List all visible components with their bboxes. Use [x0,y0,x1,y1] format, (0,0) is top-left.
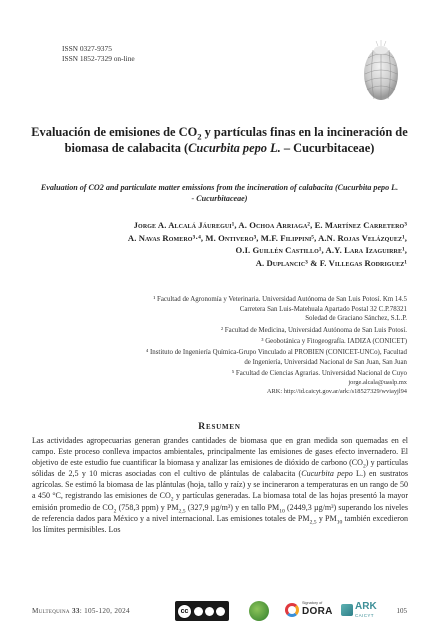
dora-mark-icon [285,603,299,617]
issn-print: ISSN 0327-9375 [62,44,112,53]
author-line: Jorge A. Alcalá Jáuregui¹, A. Ochoa Arriaga², E. Martínez Carretero³ [133,220,407,230]
issn-block [62,44,135,63]
affiliation-4: ⁴ Instituto de Ingeniería Química-Grupo Vinculado al PROBIEN (CONICET-UNCo), Facultad de Ingeniería, Universidad Nacional de San Juan, San Juan [145,349,407,366]
sa-icon [216,607,225,616]
green-circle-logo[interactable] [249,601,269,621]
by-icon [194,607,203,616]
email-link[interactable]: jorge.alcala@uaslp.mx [348,379,407,386]
paper-title: Evaluación de emisiones de $CO_2$ y partículas finas en la incineración de biomasa de calabacita (Cucurbita pepo L. – Cucurbitaceae) [31,125,408,156]
cactus-icon [356,36,406,106]
affiliation-5: ⁵ Facultad de Ciencias Agrarias. Universidad Nacional de Cuyo [231,370,407,377]
abstract-heading: Resumen [198,421,241,432]
author-line: A. Navas Romero³·⁴, M. Ontivero³, M.F. Filippini⁵, A.N. Rojas Velázquez¹, [127,232,407,243]
author-line: A. Duplancic³ & F. Villegas Rodriguez¹ [255,257,407,268]
nc-icon [205,607,214,616]
dora-logo[interactable]: Signatory of DORA [285,600,331,622]
author-list [17,219,407,269]
ark-link[interactable]: ARK: http://id.caicyt.gov.ar/ark:/s18527329/wviayjl94 [266,387,407,395]
author-line: O.I. Guillén Castillo¹, A.Y. Lara Izaguirre¹, [235,245,407,256]
affiliation-2: ² Facultad de Medicina, Universidad Autónoma de San Luis Potosí. [221,327,407,334]
page-number: 105 [396,607,407,615]
ark-caicyt-logo[interactable]: ARK CAICYT [341,600,381,622]
ark-mark-icon [341,604,353,616]
abstract-text: Las actividades agropecuarias generan grandes cantidades de biomasa que en gran medida son quemadas en el campo. Este proceso conlleva impactos ambientales, principalmente las emisiones de gases efecto invernadero. El objetivo de este estudio fue cuantificar la biomasa y analizar las emisiones de dióxido de carbono $(CO_2)$ y partículas sólidas de 2,5 y 10 micras asociadas con el cultivo de plántulas de calabacita (Cucurbita pepo L.) en sustratos agrícolas. Se estimó la biomasa de las plántulas (hoja, tallo y raíz) y se incineraron a temperaturas en un rango de 50 a 450 °C, registrando las emisiones de $CO_2$ y partículas generadas. La biomasa total de las hojas presentó la mayor emisión promedio de $CO_2$ (758,3 ppm) y $PM_{2,5}$ (327,9 µg/m³) y en tallo $PM_{10}$ (2449,3 µg/m³) superando los niveles de referencia dados para México y a nivel internacional. Las emisiones totales de $PM_{2,5}$ y $PM_{10}$ también excedieron los límites permisibles. Los [32,436,409,534]
paper-title-english: Evaluation of CO2 and particulate matter emissions from the incineration of calabacita (Cucurbita pepo L. - Cucurbitaceae) [40,183,399,203]
affiliation-3: ³ Geobotánica y Fitogeografía. IADIZA (CONICET) [261,338,407,345]
issn-online: ISSN 1852-7329 on-line [62,53,135,63]
creative-commons-icon[interactable] [175,601,229,621]
cc-mark: cc [177,604,192,619]
contact-block [267,379,407,396]
page-footer [0,598,439,626]
cc-license-icons [194,607,225,616]
affiliation-1: ¹ Facultad de Agronomía y Veterinaria. Universidad Autónoma de San Luis Potosí. Km 14.5 Carretera San Luis-Matehuala Apartado Postal 32 C.P.78321 Soledad de Graciano Sánchez, S.L.P. [153,296,407,323]
journal-citation: Multequina 33: 105-120, 2024 [32,607,130,615]
